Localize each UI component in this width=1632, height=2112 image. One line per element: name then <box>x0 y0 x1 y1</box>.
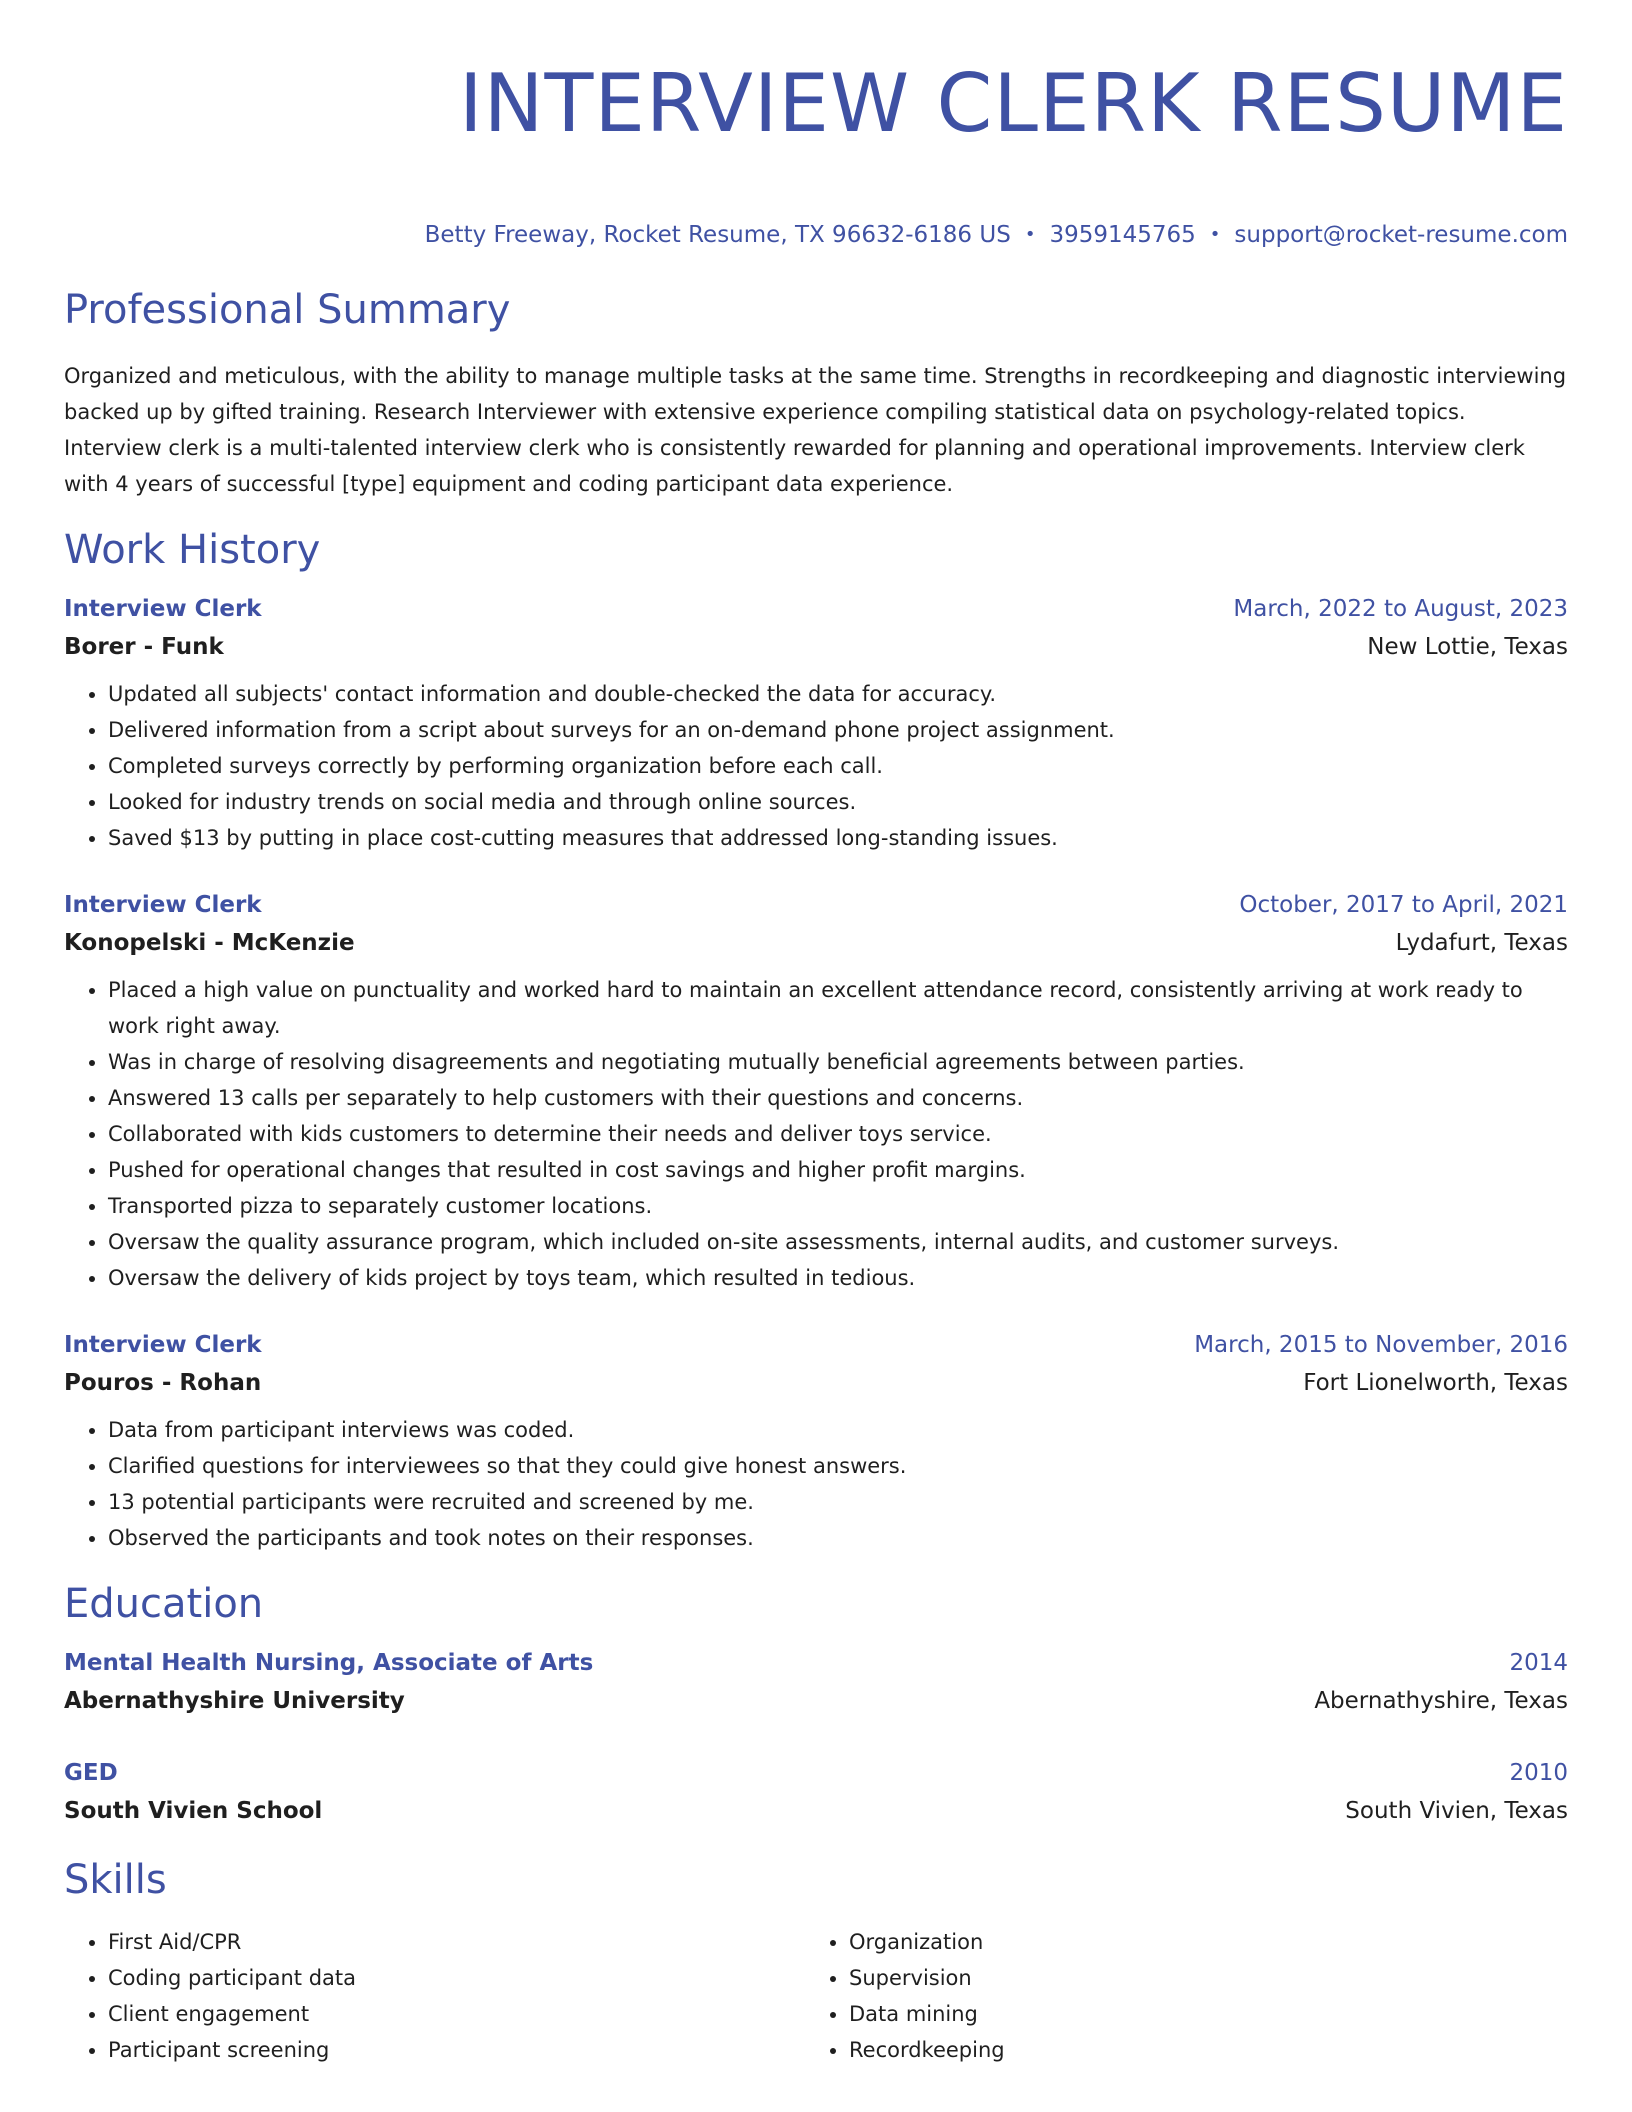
job-bullets <box>64 972 1568 1296</box>
skill-item: • Recordkeeping <box>849 2032 1546 2068</box>
resume-title: INTERVIEW CLERK RESUME <box>459 57 1568 150</box>
job-entry <box>64 886 1568 1296</box>
education-entry <box>64 1754 1568 1830</box>
contact-phone: 3959145765 <box>1049 222 1196 248</box>
skills-column-right <box>805 1924 1546 2068</box>
list-item: • Answered 13 calls per separately to help customers with their questions and concerns. <box>108 1080 1568 1116</box>
separator-dot: • <box>1209 224 1221 245</box>
list-item: • Saved $13 by putting in place cost-cutting measures that addressed long-standing issues. <box>108 820 1568 856</box>
list-item: • Transported pizza to separately customer locations. <box>108 1188 1568 1224</box>
school-location: Abernathyshire, Texas <box>1314 1688 1568 1714</box>
summary-text: Organized and meticulous, with the ability to manage multiple tasks at the same time. Strengths in recordkeeping and diagnostic interviewing backed up by gifted training. Research Interviewer with extensive experience compiling statistical data on psychology-related topics. Interview clerk is a multi-talented interview clerk who is consistently rewarded for planning and operational improvements. Interview clerk with 4 years of successful [type] equipment and coding participant data experience. <box>64 364 1567 496</box>
list-item: • Delivered information from a script about surveys for an on-demand phone project assignment. <box>108 712 1568 748</box>
education-header <box>64 1754 1568 1792</box>
list-item: • Collaborated with kids customers to determine their needs and deliver toys service. <box>108 1116 1568 1152</box>
job-header <box>64 886 1568 924</box>
job-entry <box>64 1326 1568 1556</box>
job-title: Interview Clerk <box>64 1332 262 1358</box>
skills-heading: Skills <box>64 1857 167 1903</box>
job-company: Konopelski - McKenzie <box>64 930 355 956</box>
skill-item: • Participant screening <box>108 2032 805 2068</box>
separator-dot: • <box>1024 224 1036 245</box>
job-title: Interview Clerk <box>64 596 262 622</box>
list-item: • Placed a high value on punctuality and worked hard to maintain an excellent attendance record, consistently arriving at work ready to work right away. <box>108 972 1568 1044</box>
degree-name: Mental Health Nursing, Associate of Arts <box>64 1650 594 1676</box>
list-item: • Oversaw the delivery of kids project by toys team, which resulted in tedious. <box>108 1260 1568 1296</box>
list-item: • Data from participant interviews was coded. <box>108 1412 1568 1448</box>
job-location: Fort Lionelworth, Texas <box>1303 1370 1568 1396</box>
graduation-year: 2014 <box>1509 1650 1568 1676</box>
job-dates: October, 2017 to April, 2021 <box>1239 892 1568 918</box>
school-name: Abernathyshire University <box>64 1688 405 1714</box>
list-item: • Completed surveys correctly by performing organization before each call. <box>108 748 1568 784</box>
skill-item: • First Aid/CPR <box>108 1924 805 1960</box>
job-title: Interview Clerk <box>64 892 262 918</box>
job-location: New Lottie, Texas <box>1367 634 1568 660</box>
skill-item: • Organization <box>849 1924 1546 1960</box>
education-subheader <box>64 1792 1568 1830</box>
contact-address: Betty Freeway, Rocket Resume, TX 96632-6186 US <box>424 222 1011 248</box>
list-item: • Oversaw the quality assurance program, which included on-site assessments, internal audits, and customer surveys. <box>108 1224 1568 1260</box>
job-subheader <box>64 1364 1568 1402</box>
graduation-year: 2010 <box>1509 1760 1568 1786</box>
skill-item: • Data mining <box>849 1996 1546 2032</box>
work-history-heading: Work History <box>64 527 321 573</box>
job-bullets <box>64 1412 1568 1556</box>
education-heading: Education <box>64 1581 264 1627</box>
skill-item: • Coding participant data <box>108 1960 805 1996</box>
job-dates: March, 2015 to November, 2016 <box>1194 1332 1568 1358</box>
education-header <box>64 1644 1568 1682</box>
list-item: • Looked for industry trends on social media and through online sources. <box>108 784 1568 820</box>
skills-list <box>64 1924 1568 2068</box>
job-location: Lydafurt, Texas <box>1395 930 1568 956</box>
job-company: Pouros - Rohan <box>64 1370 262 1396</box>
education-entry <box>64 1644 1568 1720</box>
contact-email[interactable]: support@rocket-resume.com <box>1234 222 1568 248</box>
skill-item: • Supervision <box>849 1960 1546 1996</box>
job-bullets <box>64 676 1568 856</box>
contact-line <box>64 220 1568 250</box>
education-subheader <box>64 1682 1568 1720</box>
list-item: • Observed the participants and took notes on their responses. <box>108 1520 1568 1556</box>
job-subheader <box>64 628 1568 666</box>
skill-item: • Client engagement <box>108 1996 805 2032</box>
job-dates: March, 2022 to August, 2023 <box>1233 596 1568 622</box>
summary-heading: Professional Summary <box>64 287 511 333</box>
degree-name: GED <box>64 1760 118 1786</box>
job-header <box>64 1326 1568 1364</box>
job-header <box>64 590 1568 628</box>
list-item: • 13 potential participants were recruited and screened by me. <box>108 1484 1568 1520</box>
school-location: South Vivien, Texas <box>1345 1798 1568 1824</box>
list-item: • Updated all subjects' contact information and double-checked the data for accuracy. <box>108 676 1568 712</box>
job-entry <box>64 590 1568 856</box>
skills-column-left <box>64 1924 805 2068</box>
job-subheader <box>64 924 1568 962</box>
list-item: • Clarified questions for interviewees so that they could give honest answers. <box>108 1448 1568 1484</box>
list-item: • Pushed for operational changes that resulted in cost savings and higher profit margins. <box>108 1152 1568 1188</box>
list-item: • Was in charge of resolving disagreements and negotiating mutually beneficial agreements between parties. <box>108 1044 1568 1080</box>
school-name: South Vivien School <box>64 1798 323 1824</box>
job-company: Borer - Funk <box>64 634 224 660</box>
